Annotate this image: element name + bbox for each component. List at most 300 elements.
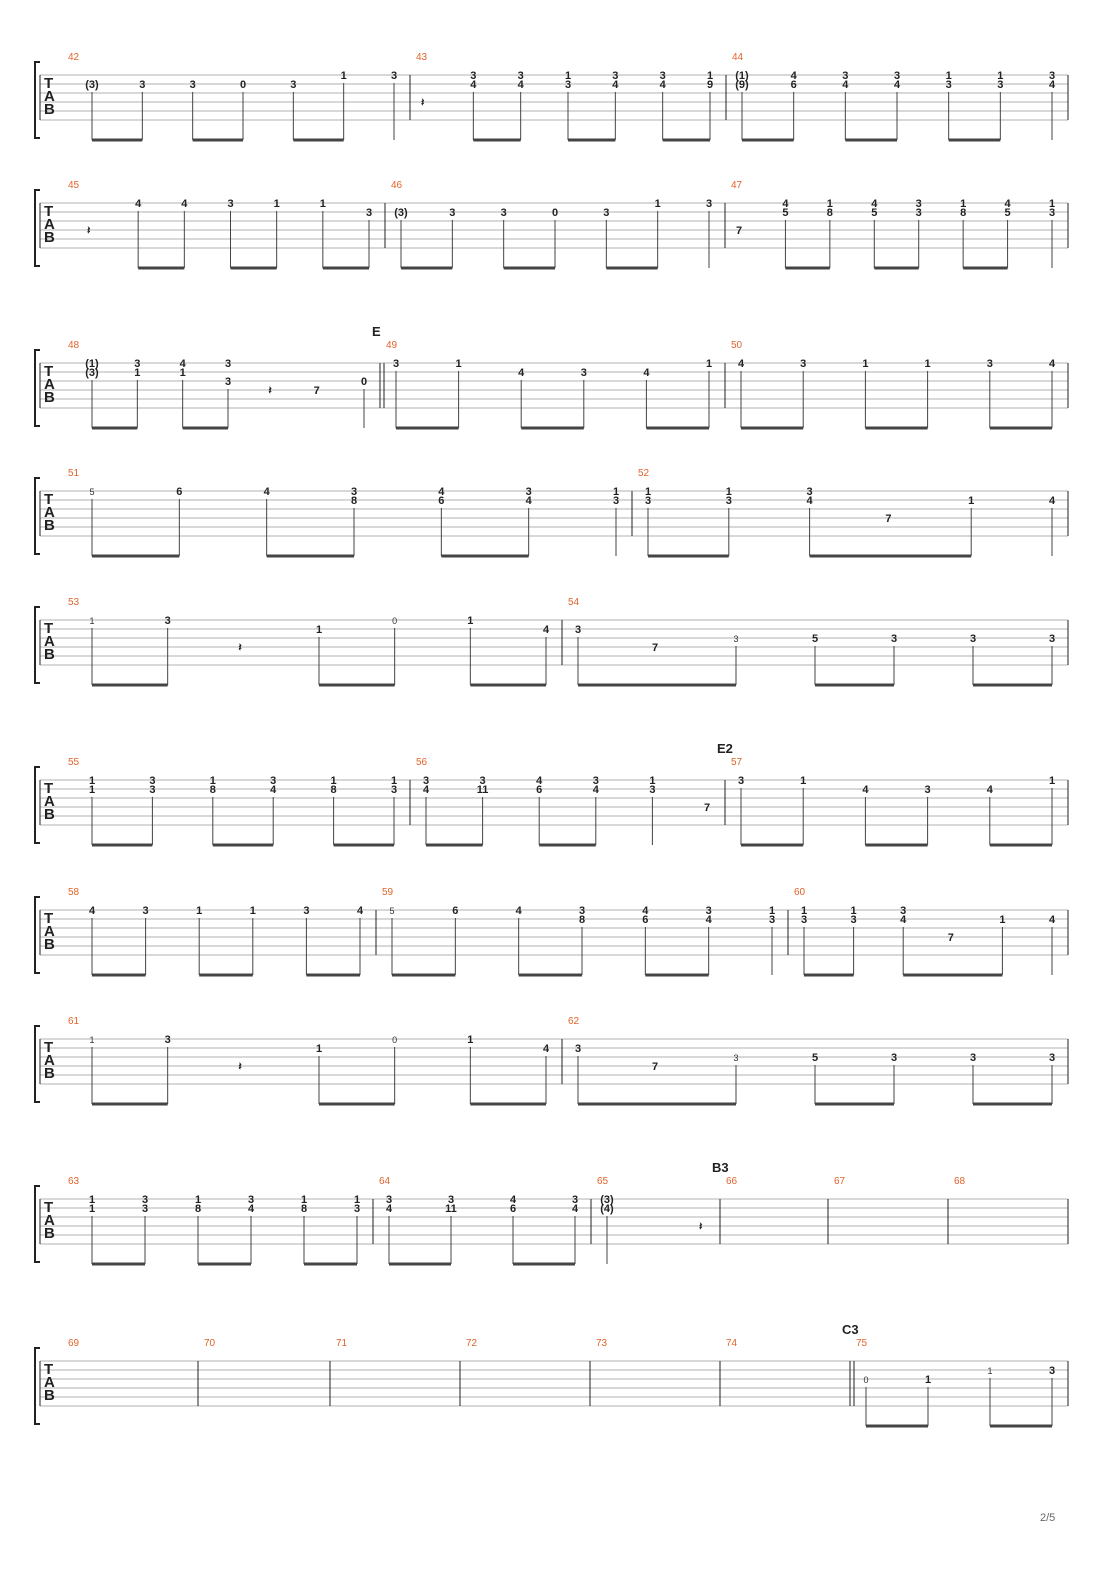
page-number: 2/5: [1040, 1512, 1056, 1524]
fret-number: 5: [871, 207, 878, 219]
fret-number: 1: [705, 358, 713, 370]
fret-number: 4: [806, 495, 813, 507]
fret-number: 1: [330, 775, 337, 787]
tab-label-letter: B: [44, 646, 55, 663]
fret-number: 1: [88, 784, 96, 796]
staff-bracket: [35, 62, 40, 138]
fret-number: 1: [654, 198, 661, 210]
staff-system: [35, 887, 1068, 975]
fret-number: 3: [1048, 633, 1056, 645]
fret-number: 1: [390, 775, 398, 787]
staff-system: [35, 52, 1068, 140]
staff-bracket: [35, 190, 40, 266]
fret-number: 3: [578, 905, 586, 917]
fret-number: 3: [385, 1194, 393, 1206]
fret-number: 8: [330, 784, 337, 796]
fret-number: 3: [390, 784, 398, 796]
fret-number: 4: [790, 70, 797, 82]
tab-label-letter: B: [44, 101, 55, 118]
fret-number: 0: [239, 79, 247, 91]
measure-number: 63: [68, 1176, 80, 1187]
fret-number: 3: [422, 775, 430, 787]
fret-number: 0: [392, 1035, 398, 1045]
measure-number: 44: [732, 52, 744, 63]
fret-number: 3: [564, 79, 572, 91]
staff-bracket: [35, 897, 40, 973]
fret-number: 1: [1048, 775, 1056, 787]
fret-number: (3): [85, 367, 99, 379]
staff-system: [35, 324, 1068, 428]
fret-number: 1: [800, 905, 808, 917]
fret-number: 3: [890, 633, 898, 645]
fret-number: 3: [189, 79, 196, 91]
fret-number: 6: [176, 486, 183, 498]
staff-system: [35, 741, 1068, 845]
fret-number: 3: [290, 79, 297, 91]
fret-number: 3: [164, 1034, 171, 1046]
tab-label-letter: A: [44, 1052, 55, 1069]
fret-number: 3: [392, 358, 400, 370]
fret-number: 3: [350, 486, 358, 498]
fret-number: (4): [600, 1203, 614, 1215]
staff-system: [35, 1016, 1068, 1104]
fret-number: 3: [227, 198, 234, 210]
fret-number: 4: [893, 79, 901, 91]
fret-number: 3: [997, 79, 1004, 91]
fret-number: 4: [659, 79, 666, 91]
fret-number: 4: [247, 1203, 255, 1215]
fret-number: 0: [360, 376, 368, 388]
fret-number: 3: [900, 905, 907, 917]
fret-number: 9: [706, 79, 714, 91]
fret-number: 1: [826, 198, 833, 210]
tab-label-letter: A: [44, 88, 55, 105]
fret-number: 3: [365, 207, 373, 219]
staff-bracket: [35, 1026, 40, 1102]
section-label: E: [372, 324, 381, 339]
fret-number: 1: [89, 1035, 95, 1045]
fret-number: 4: [542, 624, 550, 636]
fret-number: 4: [88, 905, 96, 917]
measure-number: 47: [731, 180, 743, 191]
fret-number: 1: [315, 624, 323, 636]
fret-number: 3: [500, 207, 507, 219]
fret-number: 4: [1048, 495, 1056, 507]
eighth-rest: 7: [704, 802, 711, 814]
fret-number: 3: [525, 486, 532, 498]
fret-number: 6: [642, 914, 649, 926]
eighth-rest: 7: [652, 642, 659, 654]
fret-number: 3: [659, 70, 666, 82]
measure-number: 72: [466, 1338, 478, 1349]
fret-number: 1: [564, 70, 572, 82]
measure-number: 49: [386, 340, 398, 351]
staff-system: [35, 597, 1068, 685]
fret-number: 3: [890, 1052, 898, 1064]
fret-number: 8: [826, 207, 833, 219]
fret-number: 3: [224, 358, 232, 370]
fret-number: 11: [445, 1203, 457, 1215]
eighth-rest: 7: [947, 932, 954, 944]
measure-number: 48: [68, 340, 80, 351]
fret-number: 3: [449, 207, 456, 219]
fret-number: 4: [135, 198, 142, 210]
tab-label-letter: A: [44, 216, 55, 233]
measure-number: 46: [391, 180, 403, 191]
fret-number: 1: [968, 495, 975, 507]
fret-number: 5: [1004, 207, 1011, 219]
fret-number: 1: [194, 1194, 202, 1206]
tab-label-letter: T: [44, 363, 54, 380]
fret-number: 4: [1048, 358, 1056, 370]
measure-number: 52: [638, 468, 650, 479]
fret-number: 3: [270, 775, 277, 787]
fret-number: 3: [603, 207, 610, 219]
fret-number: 3: [915, 198, 922, 210]
measure-number: 56: [416, 757, 428, 768]
fret-number: 4: [179, 358, 186, 370]
fret-number: 3: [806, 486, 813, 498]
tab-label-letter: B: [44, 936, 55, 953]
staff-bracket: [35, 350, 40, 426]
quarter-rest: 𝄽: [238, 642, 242, 654]
staff-system: [35, 180, 1068, 268]
fret-number: 1: [179, 367, 186, 379]
fret-number: 8: [209, 784, 216, 796]
measure-number: 74: [726, 1338, 738, 1349]
fret-number: (3): [600, 1194, 614, 1206]
tab-label-letter: B: [44, 389, 55, 406]
section-label: E2: [717, 741, 733, 756]
tab-label-letter: T: [44, 620, 54, 637]
fret-number: 5: [811, 1052, 819, 1064]
fret-number: 4: [1048, 79, 1056, 91]
fret-number: 4: [525, 495, 532, 507]
fret-number: 3: [842, 70, 849, 82]
measure-number: 53: [68, 597, 80, 608]
fret-number: 5: [811, 633, 819, 645]
fret-number: 3: [303, 905, 310, 917]
fret-number: 8: [960, 207, 967, 219]
quarter-rest: 𝄽: [699, 1221, 703, 1233]
fret-number: 1: [644, 486, 652, 498]
fret-number: 3: [725, 495, 732, 507]
fret-number: 1: [89, 616, 95, 626]
tab-label-letter: A: [44, 793, 55, 810]
fret-number: 4: [470, 79, 477, 91]
fret-number: 6: [452, 905, 459, 917]
fret-number: (9): [735, 79, 749, 91]
fret-number: 1: [945, 70, 952, 82]
staff-system: [35, 1160, 1068, 1264]
quarter-rest: 𝄽: [268, 385, 272, 397]
fret-number: 1: [800, 775, 807, 787]
tab-label-letter: A: [44, 376, 55, 393]
fret-number: 1: [196, 905, 203, 917]
fret-number: 8: [578, 914, 586, 926]
fret-number: 3: [969, 633, 977, 645]
fret-number: 3: [1048, 1365, 1056, 1377]
fret-number: 1: [300, 1194, 308, 1206]
tab-label-letter: T: [44, 491, 54, 508]
fret-number: 1: [88, 775, 96, 787]
fret-number: 4: [705, 914, 712, 926]
fret-number: 1: [997, 70, 1004, 82]
quarter-rest: 𝄽: [421, 97, 425, 109]
fret-number: 4: [1004, 198, 1011, 210]
fret-number: 8: [300, 1203, 308, 1215]
fret-number: 4: [542, 1043, 550, 1055]
fret-number: 4: [270, 784, 277, 796]
staff-bracket: [35, 607, 40, 683]
fret-number: 3: [1048, 1052, 1056, 1064]
fret-number: 4: [862, 784, 869, 796]
tab-label-letter: T: [44, 910, 54, 927]
tab-label-letter: B: [44, 229, 55, 246]
fret-number: 4: [515, 905, 522, 917]
fret-number: 3: [800, 358, 807, 370]
fret-number: 1: [999, 914, 1006, 926]
fret-number: 1: [924, 358, 931, 370]
section-label: C3: [842, 1322, 859, 1337]
measure-number: 69: [68, 1338, 80, 1349]
fret-number: 5: [89, 487, 95, 497]
staff-bracket: [35, 1186, 40, 1262]
fret-number: 3: [141, 1203, 149, 1215]
fret-number: 1: [960, 198, 967, 210]
fret-number: 8: [194, 1203, 202, 1215]
tab-label-letter: A: [44, 1212, 55, 1229]
fret-number: 3: [945, 79, 952, 91]
measure-number: 64: [379, 1176, 391, 1187]
fret-number: 4: [612, 79, 619, 91]
fret-number: 1: [88, 1194, 96, 1206]
fret-number: (1): [735, 70, 749, 82]
fret-number: 4: [422, 784, 430, 796]
tab-label-letter: B: [44, 517, 55, 534]
fret-number: 3: [893, 70, 901, 82]
fret-number: 1: [649, 775, 656, 787]
fret-number: 3: [924, 784, 931, 796]
tab-label-letter: T: [44, 1199, 54, 1216]
measure-number: 73: [596, 1338, 608, 1349]
fret-number: 4: [438, 486, 445, 498]
fret-number: 1: [88, 1203, 96, 1215]
fret-number: 3: [705, 198, 713, 210]
tab-label-letter: A: [44, 633, 55, 650]
fret-number: 3: [800, 914, 808, 926]
fret-number: 3: [224, 376, 232, 388]
measure-number: 75: [856, 1338, 868, 1349]
fret-number: 1: [455, 358, 462, 370]
fret-number: 5: [389, 906, 395, 916]
fret-number: 1: [134, 367, 141, 379]
measure-number: 70: [204, 1338, 216, 1349]
tab-label-letter: A: [44, 1374, 55, 1391]
tab-label-letter: B: [44, 1387, 55, 1404]
fret-number: 1: [725, 486, 732, 498]
staff-system: [35, 468, 1068, 556]
eighth-rest: 7: [736, 225, 743, 237]
fret-number: 1: [340, 70, 347, 82]
fret-number: 6: [438, 495, 445, 507]
eighth-rest: 7: [652, 1061, 659, 1073]
measure-number: 60: [794, 887, 806, 898]
fret-number: 4: [1048, 914, 1056, 926]
fret-number: 4: [517, 79, 524, 91]
tab-label-letter: T: [44, 780, 54, 797]
fret-number: 3: [580, 367, 587, 379]
fret-number: 4: [871, 198, 878, 210]
measure-number: 43: [416, 52, 428, 63]
fret-number: 3: [705, 905, 712, 917]
measure-number: 62: [568, 1016, 580, 1027]
fret-number: 3: [915, 207, 922, 219]
fret-number: 3: [612, 495, 620, 507]
fret-number: 3: [768, 914, 776, 926]
measure-number: 67: [834, 1176, 846, 1187]
tab-label-letter: B: [44, 806, 55, 823]
fret-number: 3: [733, 1053, 739, 1063]
staff-system: [35, 1322, 1068, 1426]
fret-number: 3: [986, 358, 993, 370]
fret-number: 3: [733, 634, 739, 644]
fret-number: 4: [518, 367, 525, 379]
fret-number: 4: [642, 905, 649, 917]
fret-number: 1: [353, 1194, 361, 1206]
fret-number: 3: [517, 70, 524, 82]
fret-number: (3): [85, 79, 99, 91]
fret-number: 3: [574, 1043, 582, 1055]
fret-number: 3: [737, 775, 745, 787]
fret-number: 1: [924, 1374, 932, 1386]
fret-number: 1: [315, 1043, 323, 1055]
fret-number: 1: [706, 70, 714, 82]
fret-number: 4: [782, 198, 789, 210]
fret-number: 3: [447, 1194, 455, 1206]
staff-bracket: [35, 478, 40, 554]
tab-label-letter: A: [44, 923, 55, 940]
fret-number: (3): [394, 207, 408, 219]
quarter-rest: 𝄽: [87, 225, 91, 237]
fret-number: 1: [862, 358, 869, 370]
fret-number: 4: [509, 1194, 517, 1206]
fret-number: 3: [574, 624, 582, 636]
fret-number: 3: [149, 775, 156, 787]
fret-number: 6: [509, 1203, 517, 1215]
fret-number: 3: [1048, 207, 1056, 219]
fret-number: 3: [644, 495, 652, 507]
staff-bracket: [35, 767, 40, 843]
measure-number: 45: [68, 180, 80, 191]
fret-number: 3: [470, 70, 477, 82]
fret-number: 4: [643, 367, 650, 379]
fret-number: 3: [142, 905, 149, 917]
quarter-rest: 𝄽: [238, 1061, 242, 1073]
measure-number: 54: [568, 597, 580, 608]
measure-number: 57: [731, 757, 743, 768]
fret-number: 3: [139, 79, 146, 91]
fret-number: 3: [390, 70, 398, 82]
fret-number: 4: [263, 486, 270, 498]
fret-number: 3: [969, 1052, 977, 1064]
fret-number: 4: [181, 198, 188, 210]
measure-number: 58: [68, 887, 80, 898]
fret-number: 3: [141, 1194, 149, 1206]
fret-number: 3: [571, 1194, 579, 1206]
fret-number: 3: [479, 775, 486, 787]
fret-number: 1: [249, 905, 256, 917]
measure-number: 66: [726, 1176, 738, 1187]
eighth-rest: 7: [885, 513, 892, 525]
fret-number: 3: [649, 784, 656, 796]
fret-number: 6: [536, 784, 543, 796]
fret-number: 1: [467, 1034, 474, 1046]
fret-number: 4: [571, 1203, 579, 1215]
fret-number: 3: [134, 358, 141, 370]
measure-number: 50: [731, 340, 743, 351]
tab-label-letter: B: [44, 1225, 55, 1242]
measure-number: 65: [597, 1176, 609, 1187]
fret-number: 4: [737, 358, 745, 370]
fret-number: 6: [790, 79, 797, 91]
fret-number: 1: [987, 1366, 993, 1376]
tab-label-letter: T: [44, 1039, 54, 1056]
fret-number: 3: [149, 784, 156, 796]
fret-number: 3: [1048, 70, 1056, 82]
tab-label-letter: T: [44, 75, 54, 92]
tab-label-letter: A: [44, 504, 55, 521]
fret-number: 8: [350, 495, 358, 507]
measure-number: 68: [954, 1176, 966, 1187]
fret-number: 1: [612, 486, 620, 498]
tab-label-letter: B: [44, 1065, 55, 1082]
fret-number: 3: [247, 1194, 255, 1206]
measure-number: 51: [68, 468, 80, 479]
measure-number: 61: [68, 1016, 80, 1027]
fret-number: 1: [768, 905, 776, 917]
tab-label-letter: T: [44, 203, 54, 220]
fret-number: 0: [551, 207, 559, 219]
fret-number: 3: [164, 615, 171, 627]
fret-number: 1: [319, 198, 326, 210]
fret-number: 1: [273, 198, 280, 210]
eighth-rest: 7: [313, 385, 320, 397]
fret-number: 3: [612, 70, 619, 82]
measure-number: 71: [336, 1338, 348, 1349]
fret-number: 4: [592, 784, 599, 796]
fret-number: 4: [356, 905, 364, 917]
fret-number: (1): [85, 358, 99, 370]
staff-bracket: [35, 1348, 40, 1424]
fret-number: 1: [209, 775, 216, 787]
fret-number: 1: [1048, 198, 1056, 210]
measure-number: 42: [68, 52, 80, 63]
fret-number: 3: [592, 775, 599, 787]
fret-number: 4: [900, 914, 907, 926]
fret-number: 4: [842, 79, 849, 91]
section-label: B3: [712, 1160, 729, 1175]
fret-number: 0: [863, 1375, 869, 1385]
measure-number: 59: [382, 887, 394, 898]
fret-number: 1: [850, 905, 857, 917]
fret-number: 4: [986, 784, 993, 796]
tab-label-letter: T: [44, 1361, 54, 1378]
fret-number: 4: [536, 775, 543, 787]
fret-number: 1: [467, 615, 474, 627]
fret-number: 5: [782, 207, 789, 219]
fret-number: 3: [353, 1203, 361, 1215]
